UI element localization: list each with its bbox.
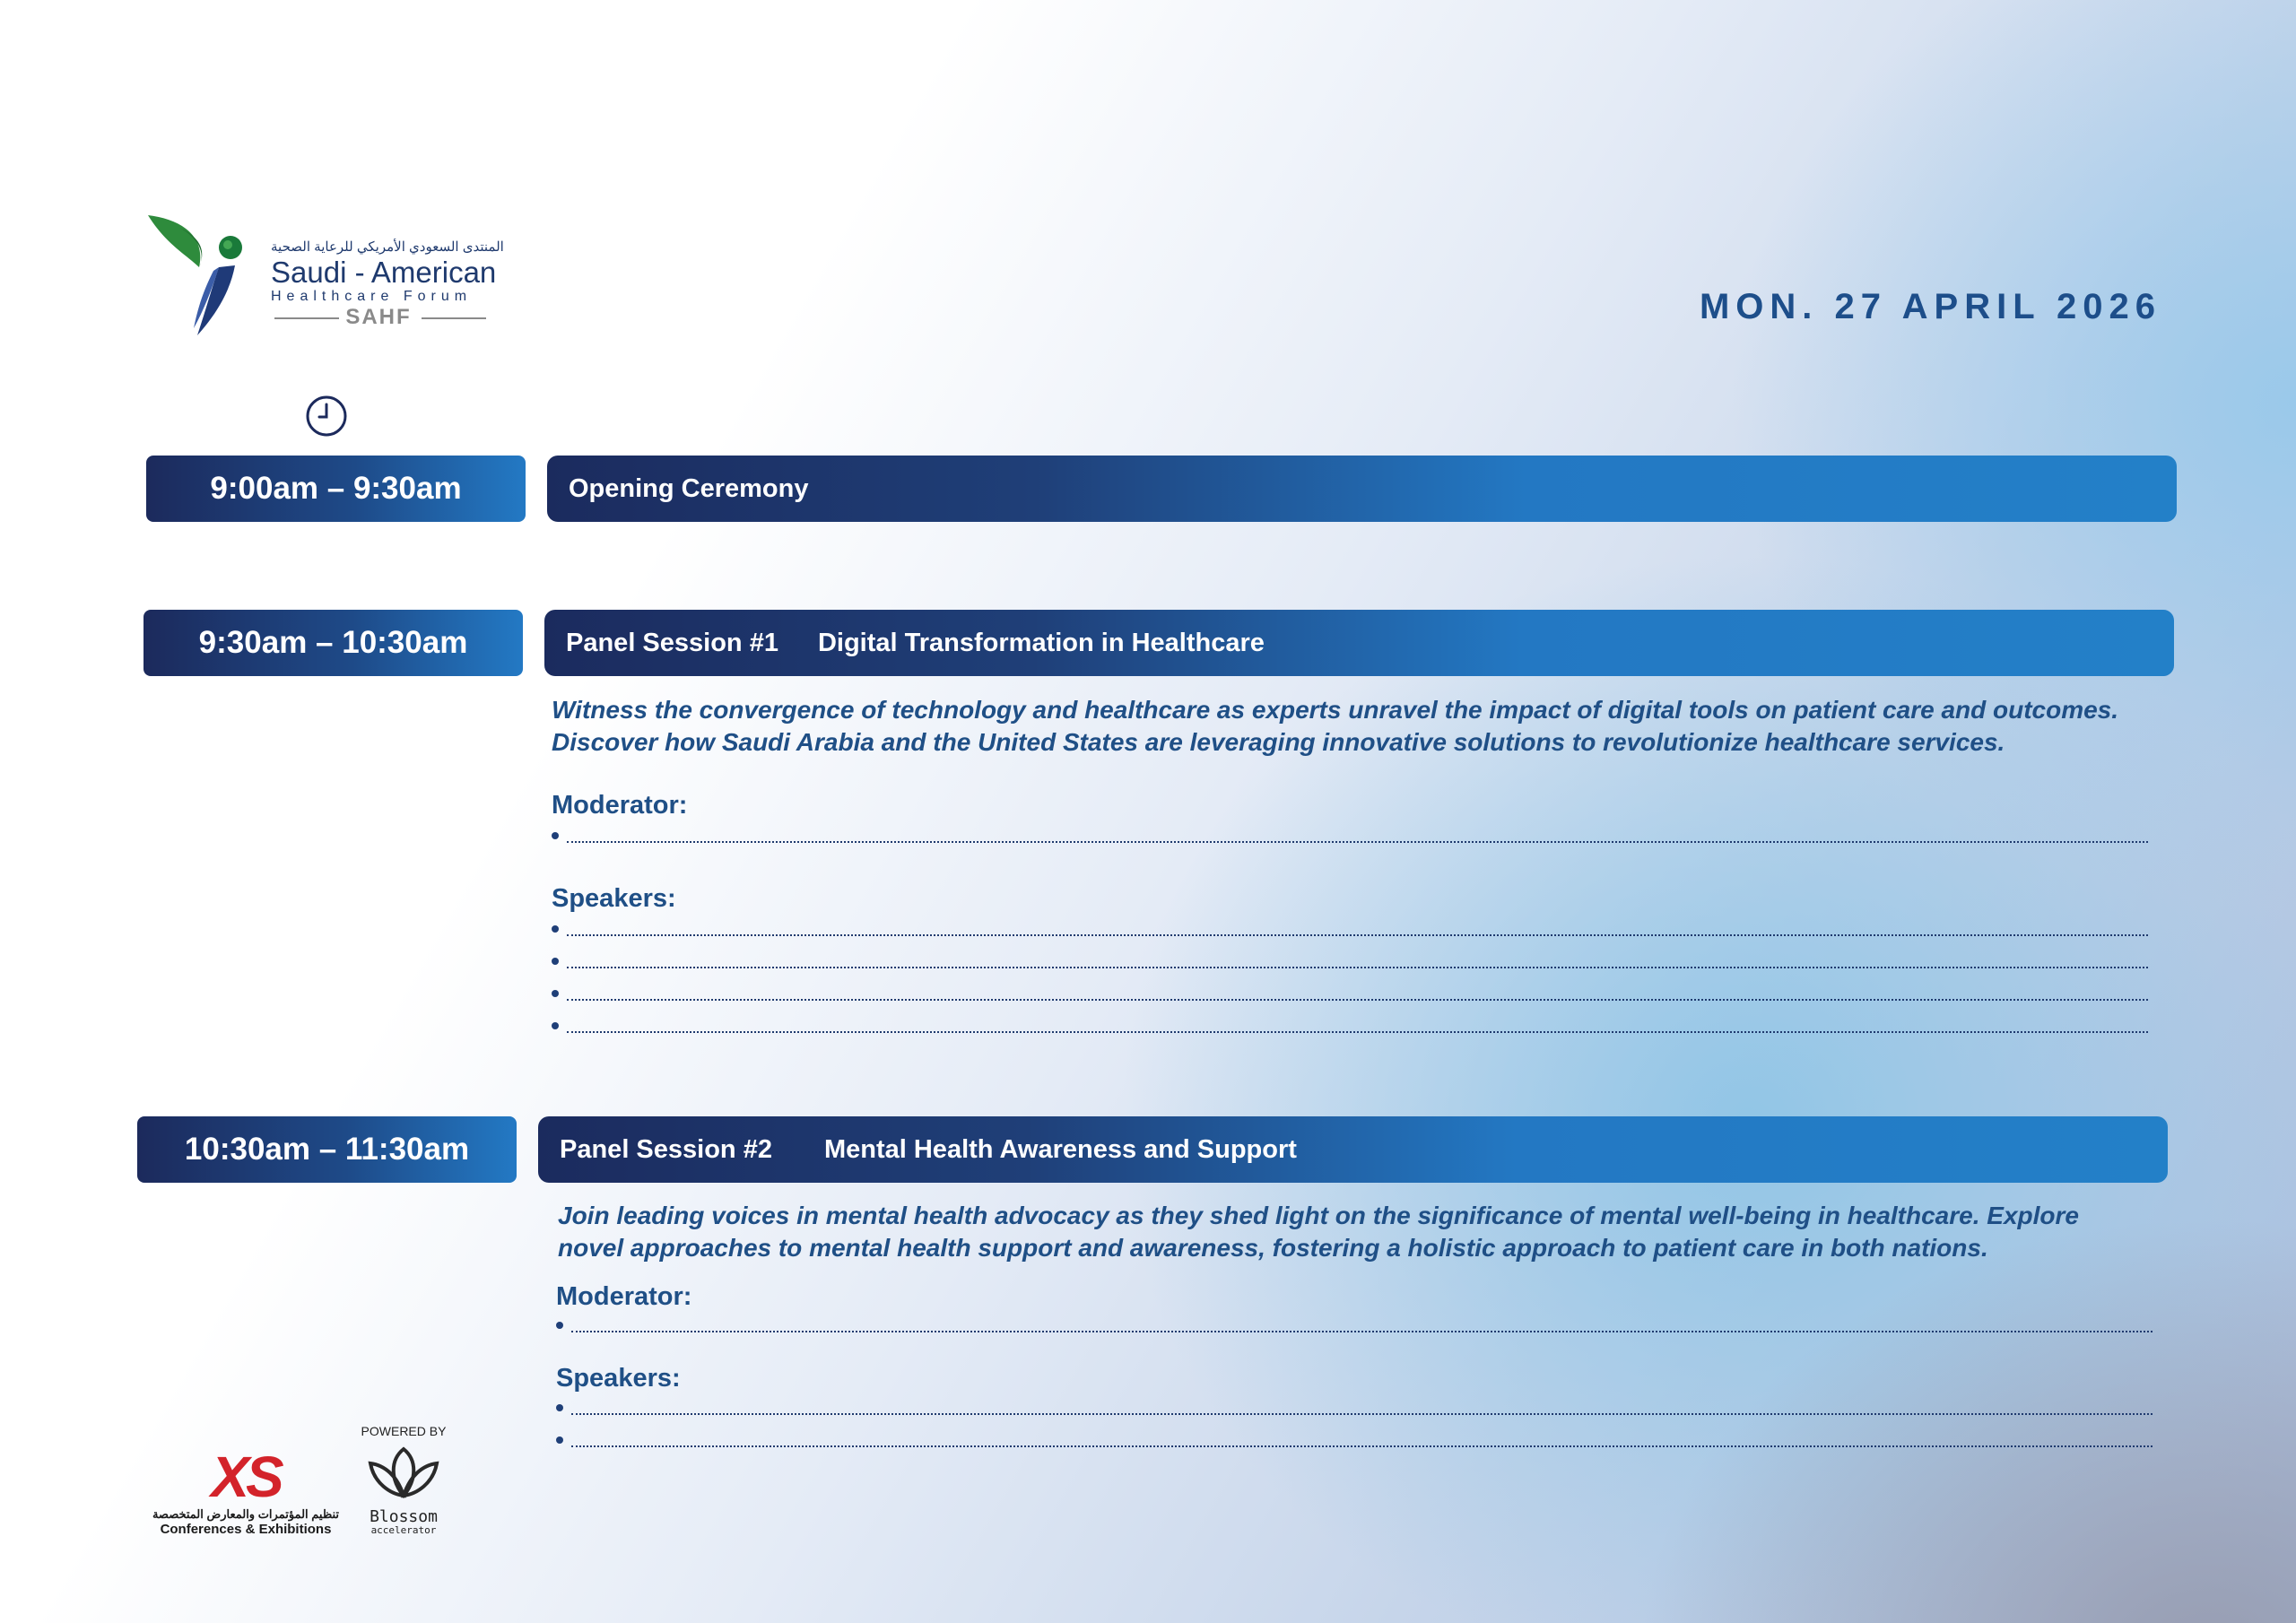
speaker-line: [552, 952, 2148, 970]
bullet-icon: [556, 1322, 563, 1329]
xs-logo-arabic: تنظيم المؤتمرات والمعارض المتخصصة: [152, 1507, 340, 1521]
session-title: Mental Health Awareness and Support: [823, 1134, 1297, 1164]
moderator-line: [552, 827, 2148, 845]
bullet-icon: [556, 1404, 563, 1411]
moderator-heading: Moderator:: [552, 791, 688, 820]
speaker-line: [552, 920, 2148, 938]
speaker-line: [552, 985, 2148, 1002]
lotus-icon: [363, 1444, 444, 1501]
session-time: 10:30am – 11:30am: [137, 1116, 517, 1183]
description-line: novel approaches to mental health support and awareness, fostering a holistic approach to patient care in both nations.: [558, 1234, 1988, 1262]
logo-subtitle: Healthcare Forum: [271, 289, 473, 304]
bullet-icon: [552, 832, 559, 839]
xs-logo: [151, 1445, 341, 1537]
session-time: 9:30am – 10:30am: [144, 610, 523, 676]
moderator-heading: Moderator:: [556, 1282, 692, 1311]
description-line: Discover how Saudi Arabia and the United States are leveraging innovative solutions to revolutionize healthcare services.: [552, 728, 2005, 756]
blossom-name: Blossom: [370, 1507, 438, 1526]
logo-arabic: المنتدى السعودي الأمريكي للرعاية الصحية: [271, 239, 504, 255]
session-title-bar: [544, 610, 2174, 676]
sahf-logo-mark: [144, 208, 269, 343]
speaker-line: [556, 1431, 2152, 1449]
blossom-logo: [350, 1424, 457, 1536]
speaker-line: [552, 1017, 2148, 1035]
session-title-bar: [538, 1116, 2168, 1183]
speakers-heading: Speakers:: [556, 1364, 681, 1393]
session-description: [558, 1200, 2262, 1264]
session-title-bar: [547, 456, 2177, 522]
description-line: Join leading voices in mental health advocacy as they shed light on the significance of mental well-being in healthcare. Explore: [558, 1202, 2079, 1229]
description-line: Witness the convergence of technology and healthcare as experts unravel the impact of digital tools on patient care and outcomes.: [552, 696, 2119, 724]
sahf-logo-text: [271, 239, 504, 330]
bullet-icon: [556, 1436, 563, 1444]
speakers-heading: Speakers:: [552, 884, 676, 913]
session-description: [552, 694, 2220, 759]
session-title: Opening Ceremony: [569, 473, 809, 503]
bullet-icon: [552, 925, 559, 933]
logo-title: Saudi - American: [271, 256, 497, 289]
session-title: Digital Transformation in Healthcare: [817, 628, 1265, 657]
moderator-line: [556, 1316, 2152, 1334]
blossom-subtitle: accelerator: [370, 1524, 437, 1536]
logo-acronym: SAHF: [271, 305, 486, 330]
event-date: MON. 27 APRIL 2026: [1699, 287, 2161, 326]
speaker-line: [556, 1399, 2152, 1417]
session-time: 9:00am – 9:30am: [146, 456, 526, 522]
session-label: Panel Session #1: [566, 628, 778, 657]
sahf-logo: [144, 208, 269, 343]
powered-by-label: POWERED BY: [361, 1424, 447, 1438]
clock-icon: [305, 395, 348, 438]
bullet-icon: [552, 1022, 559, 1029]
xs-logo-mark: XS: [211, 1445, 281, 1509]
bullet-icon: [552, 958, 559, 965]
bullet-icon: [552, 990, 559, 997]
xs-logo-english: Conferences & Exhibitions: [160, 1522, 332, 1537]
session-label: Panel Session #2: [560, 1134, 772, 1164]
